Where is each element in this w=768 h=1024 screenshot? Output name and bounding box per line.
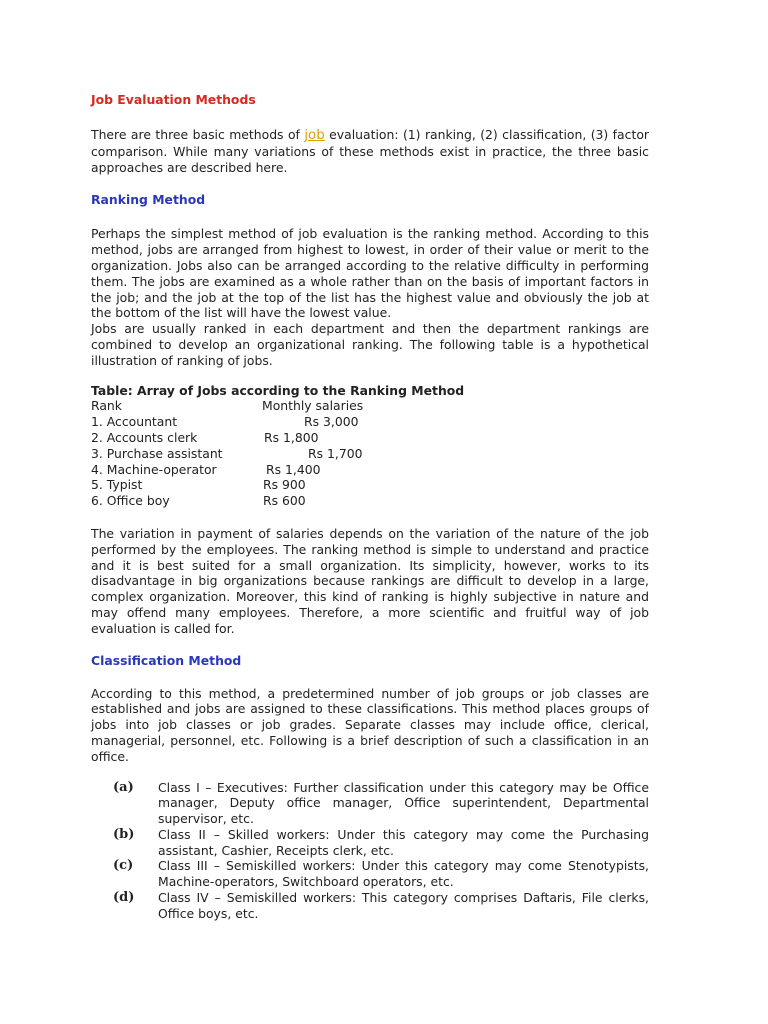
ranking-paragraph-1: Perhaps the simplest method of job evaluation is the ranking method. According to this method, jobs are arranged from highest to lowest, in order of their value or merit to the organization. Jobs also can be arranged according to the relative difficulty in performing them. The jobs are examined as a whole rather than on the basis of important factors in the job; and the job at the top of the list has the highest value and obviously the job at the bottom of the list will have the lowest value. xyxy=(91,226,649,321)
list-item-label: (c) xyxy=(113,858,134,874)
table-row xyxy=(91,414,649,430)
list-item-text: Class III – Semiskilled workers: Under this category may come Stenotypists, Machine-operators, Switchboard operators, etc. xyxy=(158,858,649,890)
list-item xyxy=(91,858,649,890)
table-row xyxy=(91,477,649,493)
table-cell-rank: 2. Accounts clerk xyxy=(91,429,198,445)
table-cell-rank: 1. Accountant xyxy=(91,414,178,430)
table-title: Table: Array of Jobs according to the Ranking Method xyxy=(91,382,465,398)
list-item-text: Class IV – Semiskilled workers: This category comprises Daftaris, File clerks, Office boys, etc. xyxy=(158,890,649,921)
table-cell-salary: Rs 1,400 xyxy=(266,461,321,477)
list-item xyxy=(91,827,649,859)
classification-list xyxy=(91,780,649,922)
list-item xyxy=(91,780,649,827)
table-cell-rank: 4. Machine-operator xyxy=(91,461,217,477)
classification-heading: Classification Method xyxy=(91,652,242,668)
classification-paragraph: According to this method, a predetermined number of job groups or job classes are established and jobs are assigned to these classifications. This method places groups of jobs into job classes or job grades. Separate classes may include office, clerical, managerial, personnel, etc. Following is a brief description of such a classification in an office. xyxy=(91,685,649,764)
table-cell-rank: 6. Office boy xyxy=(91,493,170,509)
table-row xyxy=(91,493,649,509)
ranking-heading: Ranking Method xyxy=(91,192,206,208)
table-cell-rank: 3. Purchase assistant xyxy=(91,445,223,461)
table-cell-salary: Rs 1,800 xyxy=(264,429,319,445)
document-body xyxy=(91,92,649,922)
list-item-label: (d) xyxy=(113,890,135,906)
table-cell-rank: 5. Typist xyxy=(91,477,143,493)
list-item-label: (a) xyxy=(113,779,134,795)
job-link[interactable]: job xyxy=(304,128,325,143)
list-item-text: Class I – Executives: Further classification under this category may be Office manager, Deputy office manager, Office superintendent, Departmental supervisor, etc. xyxy=(158,779,649,827)
table-row xyxy=(91,462,649,478)
list-item xyxy=(91,890,649,922)
table-header-row xyxy=(91,398,649,414)
table-cell-salary: Rs 600 xyxy=(263,493,306,509)
table-header-salary: Monthly salaries xyxy=(262,398,364,414)
intro-paragraph: There are three basic methods of job evaluation: (1) ranking, (2) classification, (3) factor comparison. While many variations of these methods exist in practice, the three basic approaches are described here. xyxy=(91,127,649,175)
table-cell-salary: Rs 3,000 xyxy=(304,414,359,430)
table-cell-salary: Rs 1,700 xyxy=(308,445,363,461)
ranking-paragraph-3: The variation in payment of salaries depends on the variation of the nature of the job performed by the employees. The ranking method is simple to understand and practice and it is best suited for a small organization. Its simplicity, however, works to its disadvantage in big organizations because rankings are difficult to develop in a large, complex organization. Moreover, this kind of ranking is highly subjective in nature and may offend many employees. Therefore, a more scientific and fruitful way of job evaluation is called for. xyxy=(91,525,649,636)
page-title: Job Evaluation Methods xyxy=(91,92,256,107)
ranking-paragraph-2: Jobs are usually ranked in each department and then the department rankings are combined to develop an organizational ranking. The following table is a hypothetical illustration of ranking of jobs. xyxy=(91,321,649,368)
list-item-text: Class II – Skilled workers: Under this category may come the Purchasing assistant, Cashier, Receipts clerk, etc. xyxy=(158,826,649,858)
table-cell-salary: Rs 900 xyxy=(263,477,306,493)
list-item-label: (b) xyxy=(113,826,135,842)
ranking-table xyxy=(91,383,649,509)
table-row xyxy=(91,430,649,446)
table-row xyxy=(91,446,649,462)
table-header-rank: Rank xyxy=(91,398,122,414)
